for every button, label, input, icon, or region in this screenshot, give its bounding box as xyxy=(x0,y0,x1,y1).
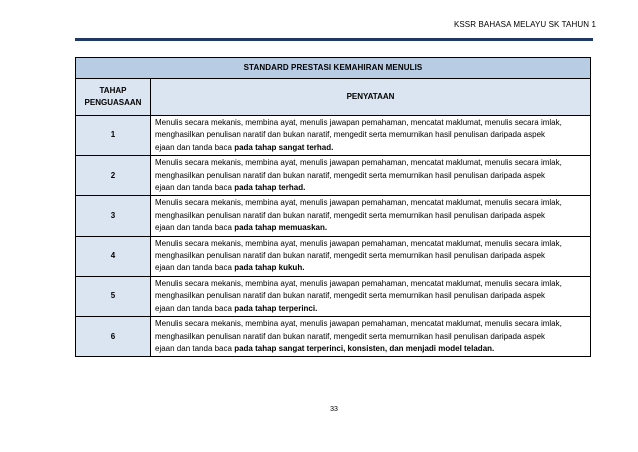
statement-line-1: Menulis secara mekanis, membina ayat, menulis jawapan pemahaman, mencatat maklumat, menulis secara imlak, xyxy=(155,238,562,248)
table-title: STANDARD PRESTASI KEMAHIRAN MENULIS xyxy=(76,58,591,79)
statement-level-descriptor: pada tahap memuaskan. xyxy=(234,223,328,233)
table-row xyxy=(76,276,591,316)
table-row xyxy=(76,116,591,156)
page-number: 33 xyxy=(330,406,338,413)
statement-line-2: menghasilkan penulisan naratif dan bukan naratif, mengedit serta memurnikan hasil penulisan daripada aspek xyxy=(155,291,546,301)
statement-line-2: menghasilkan penulisan naratif dan bukan naratif, mengedit serta memurnikan hasil penulisan daripada aspek xyxy=(155,251,546,261)
statement-line-3 xyxy=(155,262,587,274)
statement-cell xyxy=(151,236,591,276)
document-header: KSSR BAHASA MELAYU SK TAHUN 1 xyxy=(453,20,596,29)
statement-cell xyxy=(151,196,591,236)
statement-line-1: Menulis secara mekanis, membina ayat, menulis jawapan pemahaman, mencatat maklumat, menulis secara imlak, xyxy=(155,158,562,168)
statement-line-3 xyxy=(155,222,587,234)
table-row xyxy=(76,156,591,196)
statement-line-3-prefix: ejaan dan tanda baca xyxy=(155,142,235,152)
statement-line-3-prefix: ejaan dan tanda baca xyxy=(155,263,235,273)
statement-line-3-prefix: ejaan dan tanda baca xyxy=(155,183,235,193)
statement-level-descriptor: pada tahap sangat terperinci, konsisten, dan menjadi model teladan. xyxy=(234,343,495,353)
statement-line-3 xyxy=(155,343,587,355)
column-header-statement: PENYATAAN xyxy=(151,79,591,116)
statement-line-2: menghasilkan penulisan naratif dan bukan naratif, mengedit serta memurnikan hasil penulisan daripada aspek xyxy=(155,130,546,140)
level-cell: 4 xyxy=(76,236,151,276)
statement-line-1: Menulis secara mekanis, membina ayat, menulis jawapan pemahaman, mencatat maklumat, menulis secara imlak, xyxy=(155,118,562,127)
statement-line-3 xyxy=(155,142,587,154)
table-row xyxy=(76,317,591,357)
statement-cell xyxy=(151,276,591,316)
statement-line-3-prefix: ejaan dan tanda baca xyxy=(155,223,235,233)
statement-line-2: menghasilkan penulisan naratif dan bukan naratif, mengedit serta memurnikan hasil penulisan daripada aspek xyxy=(155,170,546,180)
statement-line-3-prefix: ejaan dan tanda baca xyxy=(155,343,235,353)
level-cell: 6 xyxy=(76,317,151,357)
statement-line-3 xyxy=(155,303,587,315)
statement-level-descriptor: pada tahap sangat terhad. xyxy=(234,142,334,152)
table-title-row xyxy=(76,58,591,79)
statement-cell xyxy=(151,317,591,357)
statement-cell xyxy=(151,116,591,156)
header-rule xyxy=(75,38,593,41)
statement-level-descriptor: pada tahap terperinci. xyxy=(234,303,318,313)
level-cell: 1 xyxy=(76,116,151,156)
statement-level-descriptor: pada tahap kukuh. xyxy=(234,263,305,273)
standard-table xyxy=(75,57,591,357)
statement-line-3 xyxy=(155,182,587,194)
statement-line-1: Menulis secara mekanis, membina ayat, menulis jawapan pemahaman, mencatat maklumat, menulis secara imlak, xyxy=(155,319,562,329)
statement-line-3-prefix: ejaan dan tanda baca xyxy=(155,303,235,313)
table-header-row xyxy=(76,79,591,116)
statement-level-descriptor: pada tahap terhad. xyxy=(234,183,306,193)
level-cell: 2 xyxy=(76,156,151,196)
statement-line-1: Menulis secara mekanis, membina ayat, menulis jawapan pemahaman, mencatat maklumat, menulis secara imlak, xyxy=(155,198,562,208)
statement-line-1: Menulis secara mekanis, membina ayat, menulis jawapan pemahaman, mencatat maklumat, menulis secara imlak, xyxy=(155,278,562,288)
table-row xyxy=(76,236,591,276)
statement-line-2: menghasilkan penulisan naratif dan bukan naratif, mengedit serta memurnikan hasil penulisan daripada aspek xyxy=(155,210,546,220)
level-cell: 3 xyxy=(76,196,151,236)
level-cell: 5 xyxy=(76,276,151,316)
column-header-level: TAHAP PENGUASAAN xyxy=(76,79,151,116)
table-body xyxy=(76,116,591,357)
statement-line-2: menghasilkan penulisan naratif dan bukan naratif, mengedit serta memurnikan hasil penulisan daripada aspek xyxy=(155,331,546,341)
table-row xyxy=(76,196,591,236)
statement-cell xyxy=(151,156,591,196)
